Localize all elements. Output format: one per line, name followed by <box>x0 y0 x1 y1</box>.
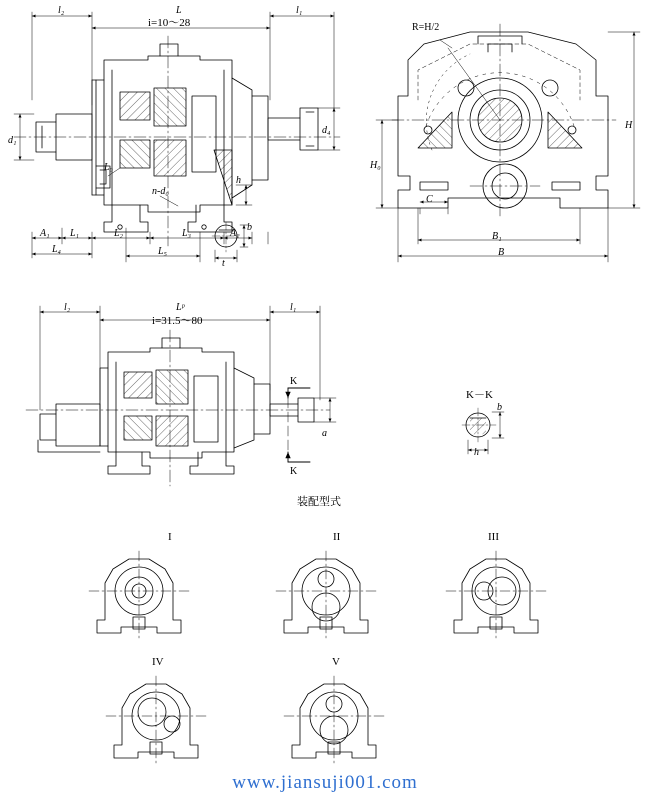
dim-label-a: a <box>322 428 327 439</box>
dim-label-L4: L₄ <box>52 244 62 255</box>
dim-label-n-d0: n-d₀ <box>152 186 169 197</box>
dim-label-L2: L₂ <box>114 228 124 239</box>
ratio-note-top: i=10～28 <box>148 17 191 29</box>
dim-label-A2: A₂ <box>230 228 240 239</box>
section-marks <box>288 388 310 462</box>
dim-label-B: B <box>498 247 505 258</box>
dim-label-l1-bottom: l₁ <box>290 302 297 313</box>
dim-label-H0: H₀ <box>370 160 381 171</box>
section-mark-K-top: K <box>290 376 298 387</box>
assembly-figure-III <box>446 551 546 641</box>
dim-label-L0: L₀ <box>104 162 114 173</box>
assembly-label-II: II <box>333 531 341 543</box>
assembly-figure-V <box>284 676 384 766</box>
assembly-label-I: I <box>168 531 172 543</box>
assembly-label-IV: IV <box>152 656 164 668</box>
view-front-top <box>14 12 340 262</box>
assembly-label-V: V <box>332 656 340 668</box>
assembly-figure-I <box>89 551 189 641</box>
assembly-title: 装配型式 <box>297 495 341 508</box>
dim-label-A1: A₁ <box>40 228 50 239</box>
dim-label-L5: L₅ <box>158 246 168 257</box>
assembly-figure-IV <box>106 676 206 766</box>
dim-label-h-section: h <box>474 447 479 458</box>
watermark: www.jiansuji001.com <box>232 772 418 793</box>
dim-label-B1: B₁ <box>492 231 502 242</box>
dim-label-l2-bottom: l₂ <box>64 302 71 313</box>
section-title-KK: K－K <box>466 389 493 401</box>
dim-label-Lp: Lᵖ <box>176 302 185 313</box>
dim-label-d1: d₁ <box>8 135 17 146</box>
ratio-note-bottom: i=31.5～80 <box>152 315 203 327</box>
gearbox-front-outline <box>14 36 340 246</box>
dim-label-t-top: t <box>222 258 225 269</box>
assembly-label-III: III <box>488 531 499 543</box>
assembly-figure-II <box>276 551 376 641</box>
dim-label-b-top: b <box>247 222 252 233</box>
dim-label-C: C <box>426 194 433 205</box>
dim-label-l2-top: l₂ <box>58 5 65 16</box>
dim-label-h-top: h <box>236 175 241 186</box>
section-mark-K-bottom: K <box>290 466 298 477</box>
dim-label-l1-top: l₁ <box>296 5 303 16</box>
dim-label-H: H <box>625 120 633 131</box>
dim-label-d4: d₄ <box>322 125 331 136</box>
dim-label-R: R=H/2 <box>412 22 440 33</box>
dim-label-L1: L₁ <box>70 228 80 239</box>
section-K-K <box>462 408 504 454</box>
dim-label-L3: L₃ <box>182 228 192 239</box>
dim-label-L: L <box>176 5 182 16</box>
dim-label-b-section: b <box>497 402 502 413</box>
view-side <box>376 24 640 262</box>
view-front-bottom <box>26 306 336 486</box>
